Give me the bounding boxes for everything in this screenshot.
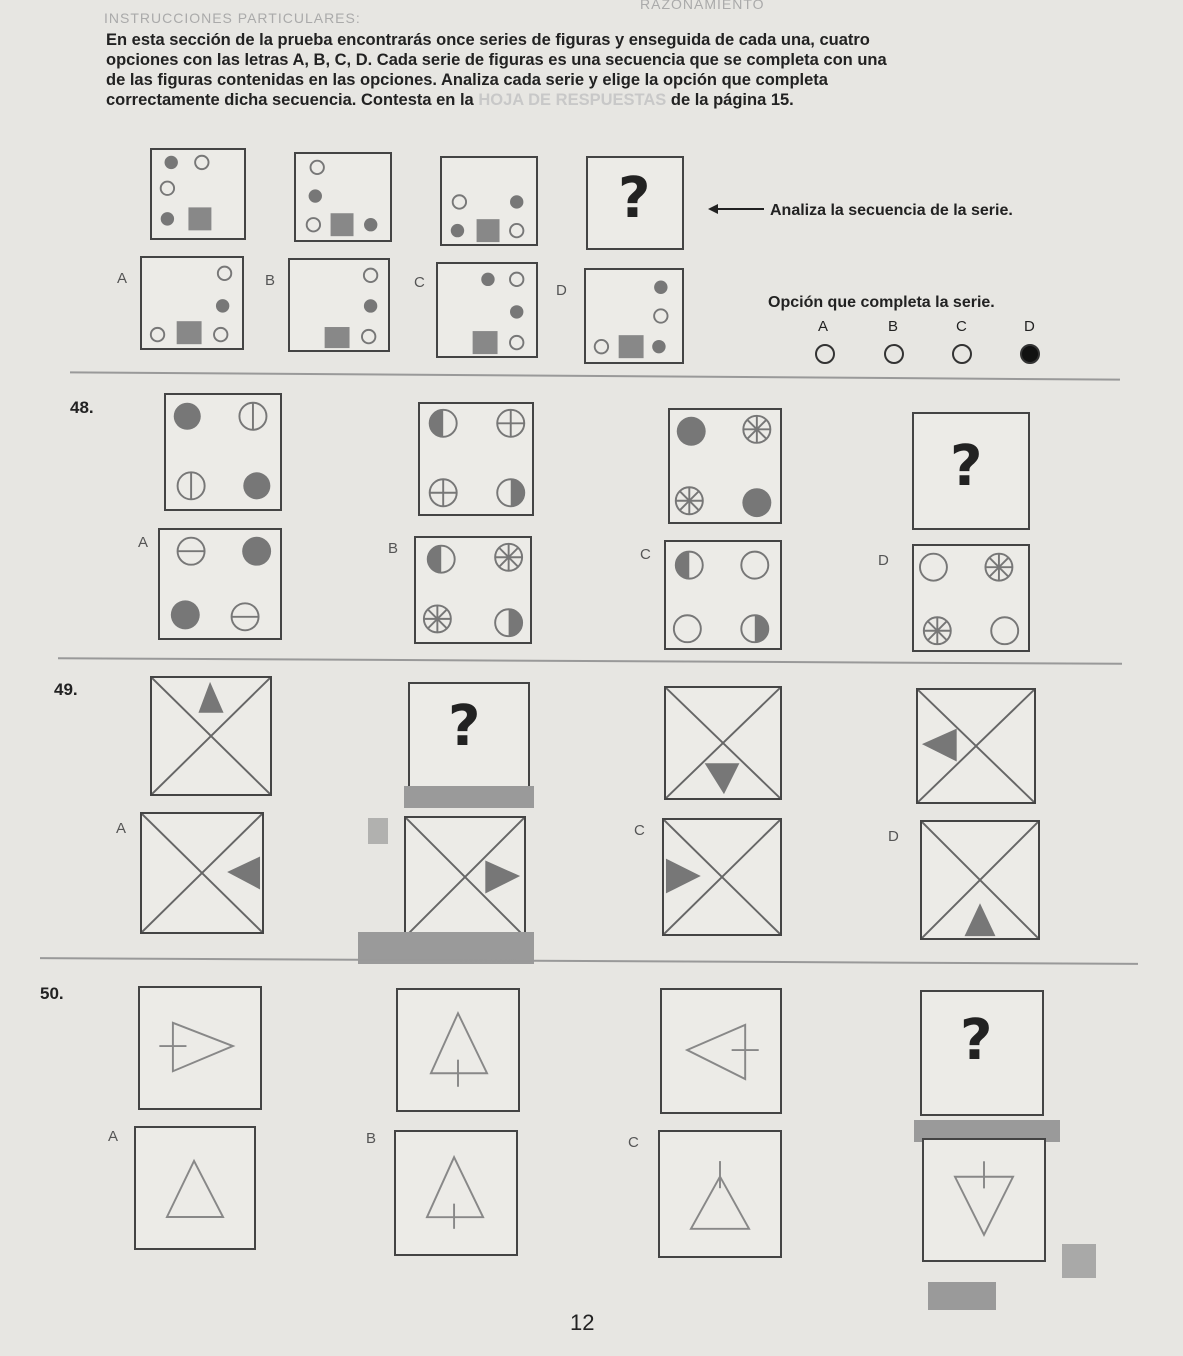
section-divider — [58, 657, 1122, 665]
bubble-label-d: D — [1024, 318, 1035, 335]
option-label-a: A — [116, 820, 127, 837]
option-label-c: C — [634, 822, 645, 839]
q50-series-figure-3 — [660, 988, 782, 1114]
option-label-d: D — [888, 828, 899, 845]
q48-option-d — [912, 544, 1030, 652]
option-label-c: C — [414, 274, 425, 291]
q48-option-c — [664, 540, 782, 650]
question-mark: ? — [950, 434, 983, 499]
option-label-d: D — [878, 552, 889, 569]
q49-series-figure-1 — [150, 676, 272, 796]
q48-option-b — [414, 536, 532, 644]
example-series-figure-1 — [150, 148, 246, 240]
q49-option-d — [920, 820, 1040, 940]
q49-option-a — [140, 812, 264, 934]
option-label-a: A — [138, 534, 149, 551]
question-number: 50. — [40, 984, 64, 1003]
smudge — [928, 1282, 996, 1310]
intro-line: de las figuras contenidas en las opciones. Analiza cada serie y elige la opción que completa — [106, 71, 828, 89]
example-missing-figure — [586, 156, 684, 250]
option-label-c: C — [628, 1134, 639, 1151]
page-number: 12 — [570, 1310, 595, 1335]
q49-missing-figure — [408, 682, 530, 790]
example-series-figure-3 — [440, 156, 538, 246]
bubble-label-c: C — [956, 318, 967, 335]
arrow-left-icon — [708, 202, 764, 216]
intro-line: correctamente dicha secuencia. Contesta en la HOJA DE RESPUESTAS de la página 15. — [106, 91, 794, 109]
analyze-instruction: Analiza la secuencia de la serie. — [770, 202, 1013, 219]
q49-series-figure-4 — [916, 688, 1036, 804]
section-divider — [70, 371, 1120, 380]
q50-series-figure-1 — [138, 986, 262, 1110]
intro-line: En esta sección de la prueba encontrarás once series de figuras y enseguida de cada una, cuatro — [106, 31, 870, 49]
q50-option-c — [658, 1130, 782, 1258]
instructions-text — [106, 30, 1086, 110]
answer-bubble-a[interactable] — [815, 344, 835, 364]
question-mark: ? — [960, 1008, 993, 1073]
option-label-d: D — [556, 282, 567, 299]
question-number: 49. — [54, 680, 78, 699]
bubble-label-b: B — [888, 318, 899, 335]
smudge — [404, 786, 534, 808]
question-mark: ? — [448, 694, 481, 759]
intro-line: opciones con las letras A, B, C, D. Cada serie de figuras es una secuencia que se completa con una — [106, 51, 887, 69]
q50-missing-figure — [920, 990, 1044, 1116]
example-option-d — [584, 268, 684, 364]
bubble-label-a: A — [818, 318, 829, 335]
q50-option-b — [394, 1130, 518, 1256]
instructions-heading: INSTRUCCIONES PARTICULARES: — [104, 10, 361, 26]
example-option-a — [140, 256, 244, 350]
q49-option-c — [662, 818, 782, 936]
smudge — [368, 818, 388, 844]
section-divider — [40, 957, 1138, 965]
question-number: 48. — [70, 398, 94, 417]
q48-option-a — [158, 528, 282, 640]
example-option-b — [288, 258, 390, 352]
option-label-a: A — [117, 270, 128, 287]
option-label-b: B — [388, 540, 399, 557]
answer-bubble-c[interactable] — [952, 344, 972, 364]
q48-missing-figure — [912, 412, 1030, 530]
example-series-figure-2 — [294, 152, 392, 242]
smudge — [1062, 1244, 1096, 1278]
q50-option-d — [922, 1138, 1046, 1262]
option-label-a: A — [108, 1128, 119, 1145]
q48-series-figure-1 — [164, 393, 282, 511]
q49-option-b — [404, 816, 526, 938]
q48-series-figure-2 — [418, 402, 534, 516]
option-label-b: B — [366, 1130, 377, 1147]
answer-bubble-b[interactable] — [884, 344, 904, 364]
q49-series-figure-3 — [664, 686, 782, 800]
option-instruction: Opción que completa la serie. — [768, 294, 995, 311]
example-option-c — [436, 262, 538, 358]
section-title: RAZONAMIENTO — [640, 0, 765, 12]
q50-option-a — [134, 1126, 256, 1250]
answer-bubble-d[interactable] — [1020, 344, 1040, 364]
option-label-c: C — [640, 546, 651, 563]
q48-series-figure-3 — [668, 408, 782, 524]
q50-series-figure-2 — [396, 988, 520, 1112]
option-label-b: B — [265, 272, 276, 289]
question-mark: ? — [618, 166, 651, 231]
